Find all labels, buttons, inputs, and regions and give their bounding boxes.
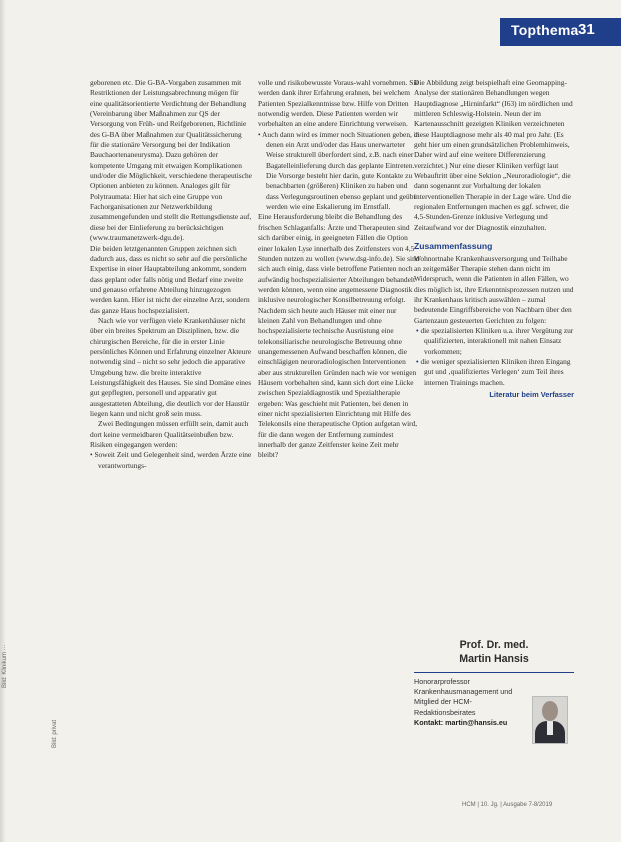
author-name-line2: Martin Hansis xyxy=(459,653,529,665)
bullet-item: • Soweit Zeit und Gelegenheit sind, werden Ärzte eine verantwortungs- xyxy=(90,450,252,471)
page-spine-shadow xyxy=(0,0,6,842)
author-box xyxy=(414,626,574,766)
paragraph: Wohnortnahe Krankenhausversorgung und Teilhabe an zeitgemäßer Therapie stehen dann nicht im Widerspruch, wenn die Patienten in allen Fällen, wo dies möglich ist, ihre Erkenntnisprozessen nutzen und ihr Krankenhaus kritisch auswählen – zumal bedeutende Eingriffsbereiche von Nachbarn über den Gartenzaun gesteuerten Gerichten zu folgen: xyxy=(414,253,574,325)
author-portrait xyxy=(532,696,568,744)
page-number: 31 xyxy=(578,21,595,38)
paragraph: Zwei Bedingungen müssen erfüllt sein, damit auch dort keine vermeidbaren Qualitätseinbußen bzw. Risiken eingegangen werden: xyxy=(90,419,249,450)
paragraph: Eine Herausforderung bleibt die Behandlung des frischen Schlaganfalls: Ärzte und Therapeuten sind sich darüber einig, in geeigneten Fällen die Option einer lokalen Lyse innerhalb des Zeitfensters von 4,5 Stunden nutzen zu wollen (www.dsg-info.de). Sie sind sich auch einig, dass viele betroffene Patienten noch aufwändig hochspezialisierter Abteilungen behandelt werden können, wenn eine angemessene Diagnostik inklusive neurologischer Konsilbetreuung erfolgt. Nachdem sich heute auch Häuser mit einer nur kleinen Zahl von Behandlungen und ohne hochspezialisierte technische Ausrüstung eine telekonsiliarische neurologische Betreuung ohne unangemessenen Aufwand beschaffen können, die einschlägigen neuroradiologischen Interventionen aber aus strukturellen Gründen nach wie vor wenigen Häusern vorbehalten sind, kann sich dort eine Lücke zwischen Spezialdiagnostik und Spezialtherapie ergeben: Was geschieht mit Patienten, bei denen in einer nicht spezialisierten Einrichtung mit Hilfe des Telekonsils eine therapeutische Option aufgetan wird, für die dann wegen der Entfernung zumindest innerhalb der ganze Zeitfenster keine Zeit mehr bleibt? xyxy=(258,212,420,460)
paragraph: volle und risikobewusste Voraus-wahl vornehmen. Sie werden dank ihrer Erfahrung erahnen, bei welchem Patienten Spezialkenntnisse bzw. Hilfe von Dritten notwendig werden. Diese Patienten werden wir vorbehalten an eine andere Einrichtung verweisen. xyxy=(258,78,419,129)
author-divider xyxy=(414,672,574,673)
bullet-item: • Auch dann wird es immer noch Situationen geben, in denen ein Arzt und/oder das Haus unerwarteter Weise strukturell überfordert sind, z.B. nach einer Bagatelleinlieferung durch das geplante Eintreten. Die Vorsorge besteht hier darin, gute Kontakte zu benachbarten (größeren) Kliniken zu haben und dass Verlegungsroutinen ebenso geplant und geübt werden wie eine Eskalierung im Ernstfall. xyxy=(258,130,420,213)
bullet-item: • die spezialisierten Kliniken u.a. ihrer Vergütung zur qualifizierten, interaktionell mit nahen Einsatz vorkommen; xyxy=(414,326,574,357)
side-credit: Bild: Klinikum ··· xyxy=(2,644,8,688)
subheading-summary: Zusammenfassung xyxy=(414,241,493,252)
text-column-3 xyxy=(414,78,574,400)
paragraph: Nach wie vor verfügen viele Krankenhäuser nicht über ein breites Spektrum an Disziplinen, bzw. die chirurgischen Bereiche, für die in erster Linie persönliches Können und Erfahrung einzelner Akteure notwendig sind – nicht so sehr jedoch die apparative Umgebung bzw. die breite interaktive Leistungsfähigkeit des Hauses. Sie sind Domäne eines gut gepflegten, personell und apparativ gut ausgestatteten Abteilung, die deutlich vor der Haustür liegen kann und nicht groß sein muss. xyxy=(90,315,252,418)
author-bio: Honorarprofessor Krankenhausmanagement und Mitglied der HCM-Redaktionsbeirates xyxy=(414,677,513,717)
paragraph: Die beiden letztgenannten Gruppen zeichnen sich dadurch aus, dass es nicht so sehr auf die persönliche Expertise in einer Hauptabteilung ankommt, sondern dass geplant oder falls nötig und Bedarf eine zweite und genauso erfahrene Abteilung hinzugezogen werden kann. Hier ist nicht der einzelne Arzt, sondern das ganze Haus hochspezialisiert. xyxy=(90,243,250,315)
author-name-line1: Prof. Dr. med. xyxy=(459,639,529,651)
author-contact: Kontakt: martin@hansis.eu xyxy=(414,717,508,727)
portrait-shirt xyxy=(547,721,553,735)
photo-credit: Bild: privat xyxy=(52,719,58,748)
text-column-1 xyxy=(90,78,252,471)
section-title: Topthema xyxy=(511,22,579,38)
portrait-head xyxy=(542,701,558,721)
page-footer: HCM | 10. Jg. | Ausgabe 7-8/2019 xyxy=(462,802,553,808)
text-column-2 xyxy=(258,78,420,461)
paragraph: Die Abbildung zeigt beispielhaft eine Geomapping-Analyse der stationären Behandlungen wegen Hauptdiagnose „Hirninfarkt“ (I63) im nördlichen und mittleren Schleswig-Holstein. Neun der im Kartenausschnitt gezeigten Kliniken verzeichneten diese Hauptdiagnose mehr als 40 mal pro Jahr. (Es geht hier um einen grundsätzlichen Problemhinweis, Daher wird auf eine weitere Differenzierung verzichtet.) Nur eine dieser Kliniken verfügt laut Webauftritt über eine Sektion „Neuroradiologie“, die dann sogenannt zur Vorhaltung der lokalen interventionellen Therapie in der Lage wäre. Und die regionalen Entfernungen machen es ggf. schwer, die 4,5-Stunden-Grenze inklusive Verlegung und Zeitaufwand vor der Diagnostik einzuhalten. xyxy=(414,78,573,232)
paragraph: geborenen etc. Die G-BA-Vorgaben zusammen mit Restriktionen der Leistungsabrechnung mögen für eine qualitätsorientierte Verdichtung der Behandlung (Vereinbarung über Maßnahmen zur QS der Versorgung von Früh- und Reifgeborenen, Richtlinie des G-BA über Maßnahmen zur Qualitätssicherung für die stationäre Versorgung bei der Indikation Bauchaortenaneurysma). Dazu gehören der kompetente Umgang mit etwaigen Komplikationen und/oder die Möglichkeit, verschiedene therapeutische Optionen anbieten zu können. Analoges gilt für Polytraumata: Hier hat sich eine Gruppe von Fachorganisationen zur Netzwerkbildung zusammengefunden und stellt die Rettungsdienste auf, diese bei der Einlieferung zu berücksichtigen (www.traumanetzwerk-dgu.de). xyxy=(90,78,252,243)
literature-note: Literatur beim Verfasser xyxy=(489,389,574,399)
bullet-item: • die weniger spezialisierten Kliniken ihren Eingang gut und ‚qualifiziertes Verlegen‘ zum Teil ihres internen Trainings machen. xyxy=(414,357,574,388)
